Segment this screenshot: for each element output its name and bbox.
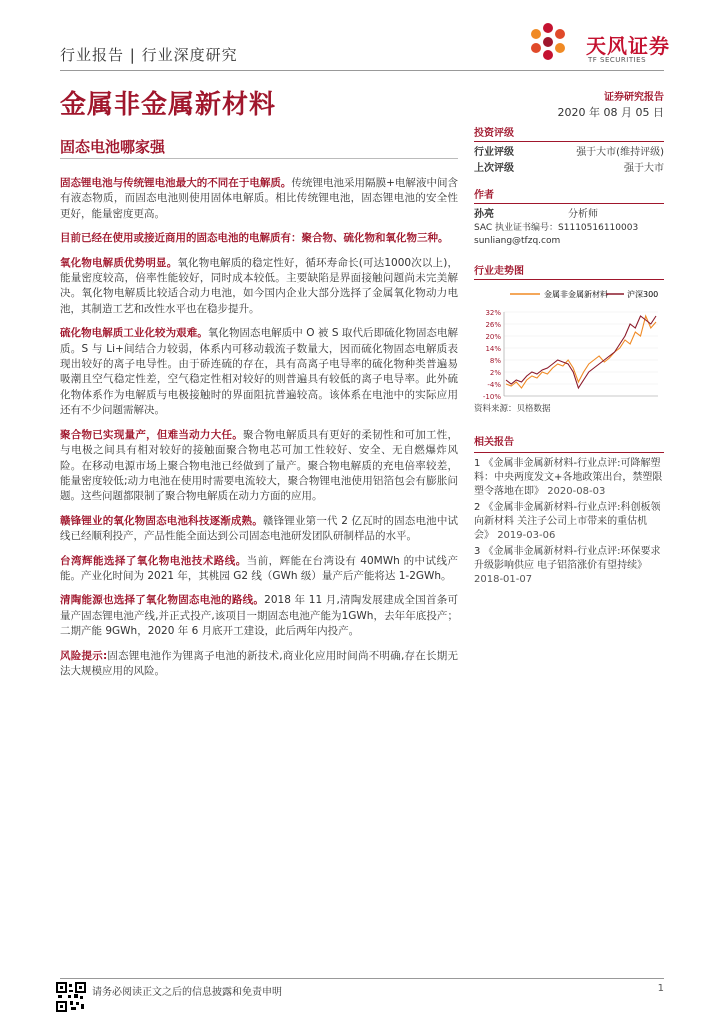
- y-tick-label: 2%: [489, 369, 501, 377]
- y-tick-label: 8%: [489, 357, 501, 365]
- related-report-title[interactable]: 3 《金属非金属新材料-行业点评:环保要求升级影响供应 电子铝箔涨价有望持续》: [474, 546, 661, 571]
- paragraph: [60, 593, 458, 639]
- paragraph-text: 传统锂电池采用隔膜+电解液中间含有液态物质，而固态电池则使用固体电解质。相比传统锂电池，固态锂电池的安全性更好，能量密度更高。: [60, 177, 458, 220]
- report-kind: 证券研究报告: [604, 92, 664, 103]
- author-heading: 作者: [474, 186, 664, 204]
- legend-series-2: 沪深300: [627, 290, 659, 299]
- x-tick-label: [501, 399, 530, 400]
- prev-rating-row: [474, 161, 664, 177]
- paragraph-lead: 台湾辉能选择了氧化物电池技术路线。: [60, 554, 247, 567]
- author-role: 分析师: [568, 209, 598, 220]
- footer-disclaimer: 请务必阅读正文之后的信息披露和免责申明: [92, 987, 282, 998]
- paragraph-lead: 目前已经在使用或接近商用的固态电池的电解质有：聚合物、硫化物和氧化物三种。: [60, 232, 449, 245]
- paragraph-lead: 风险提示:: [60, 649, 108, 662]
- y-tick-label: 26%: [485, 321, 501, 329]
- paragraph-lead: 硫化物电解质工业化较为艰难。: [60, 327, 208, 340]
- paragraph-lead: 清陶能源也选择了氧化物固态电池的路线。: [60, 594, 265, 607]
- prev-rating-label: 上次评级: [474, 163, 514, 174]
- paragraph: [60, 554, 458, 585]
- industry-rating-row: [474, 145, 664, 161]
- paragraph: [60, 256, 458, 318]
- author-name: 孙亮: [474, 209, 494, 220]
- x-tick-label: [609, 399, 639, 400]
- related-report-date: 2019-03-06: [497, 530, 556, 541]
- paragraph: [60, 326, 458, 418]
- x-tick-label: [559, 399, 588, 400]
- author-sac: SAC 执业证书编号：S1110516110003: [474, 223, 639, 233]
- author-row: [474, 208, 664, 222]
- report-date: 2020 年 08 月 05 日: [557, 106, 664, 119]
- paragraph-lead: 氧化物电解质优势明显。: [60, 256, 178, 269]
- paragraph: [60, 514, 458, 545]
- paragraph-text: 2018 年 11 月,清陶发展建成全国首条可量产固态锂电池产线,并正式投产,该项目一期固态电池产能为1GWh，去年年底投产；二期产能 9GWh，2020 年 6 月底开工建设，此后两年内投产。: [60, 594, 459, 638]
- paragraph: [60, 649, 458, 680]
- related-report-title[interactable]: 1 《金属非金属新材料-行业点评:可降解塑料：中央两度发文+各地政策出台，禁塑限塑令落地在即》: [474, 458, 663, 497]
- qr-code-icon: [56, 982, 86, 1012]
- related-reports-section: [474, 436, 664, 589]
- related-report-item[interactable]: [474, 501, 664, 543]
- author-section: [474, 186, 664, 248]
- rating-section: [474, 124, 664, 177]
- related-report-item[interactable]: [474, 457, 664, 499]
- logo-text-en: TF SECURITIES: [588, 56, 647, 64]
- report-type: 行业报告 | 行业深度研究: [60, 46, 238, 64]
- page-title: 金属非金属新材料: [60, 90, 277, 120]
- footer-divider: [60, 978, 664, 979]
- report-subtitle: 固态电池哪家强: [60, 138, 166, 156]
- paragraph-lead: 固态锂电池与传统锂电池最大的不同在于电解质。: [60, 177, 292, 189]
- y-tick-label: 20%: [485, 333, 501, 341]
- paragraph-text: 氧化物固态电解质中 O 被 S 取代后即硫化物固态电解质。S 与 Li+间结合力较弱，体系内可移动载流子数量大，因而硫化物固态电解质表现出较好的离子电导性。由于硚连硫的存在，具有高离子电导率的硫化物种类普遍易吸潮且空气稳定性差，空气稳定性相对较好的则普遍具有较低的离子电导率。此外硫化物体系作为电解质与电极接触时的界面阻抗普遍较高。该体系在电池中的实际应用还有不少问题需解决。: [60, 327, 459, 417]
- y-tick-label: 14%: [485, 345, 501, 353]
- paragraph-text: 赣锋锂业第一代 2 亿瓦时的固态电池中试线已经顺利投产，产品性能全面达到公司固态电池研发团队研制样品的水平。: [60, 514, 459, 543]
- y-tick-label: 32%: [485, 309, 501, 317]
- industry-rating-label: 行业评级: [474, 147, 514, 158]
- paragraph-lead: 赣锋锂业的氧化物固态电池科技逐渐成熟。: [60, 514, 263, 527]
- related-heading: 相关报告: [474, 436, 664, 453]
- trend-chart: [474, 282, 664, 400]
- industry-rating-value: 强于大市(维持评级): [576, 147, 664, 158]
- page-number: 1: [657, 983, 664, 994]
- related-list: [474, 457, 664, 587]
- rating-heading: 投资评级: [474, 124, 664, 142]
- paragraph-text: 固态锂电池作为锂离子电池的新技术,商业化应用时间尚不明确,存在长期无法大规模应用的风险。: [60, 649, 458, 677]
- paragraph: [60, 231, 458, 246]
- related-report-title[interactable]: 2 《金属非金属新材料-行业点评:科创板领向新材料 关注子公司上市带来的重估机会》: [474, 502, 661, 541]
- related-report-date: 2020-08-03: [547, 486, 606, 497]
- paragraph-text: 聚合物电解质具有更好的柔韧性和可加工性，与电极之间具有相对较好的接触面聚合物电芯可加工性较好、安全、无自燃爆炸风险。在移动电源市场上聚合物电池已经做到了量产。聚合物电解质的充电倍率较差，能量密度较低;动力电池在使用时需要电流较大，聚合物锂电池使用铝箔包会有膨胀问题。这些问题都限制了聚合物电解质在动力方面的应用。: [60, 428, 459, 503]
- y-tick-label: -10%: [482, 393, 501, 400]
- chart-title: 行业走势图: [474, 262, 664, 280]
- prev-rating-value: 强于大市: [624, 163, 664, 174]
- paragraph-text: 当前，辉能在台湾设有 40MWh 的中试线产能。产业化时间为 2021 年，其桃园 G2 线（GWh 级）量产后产能将达 1-2GWh。: [60, 554, 458, 582]
- legend-series-1: 金属非金属新材料: [544, 290, 608, 299]
- paragraph-lead: 聚合物已实现量产，但难当动力大任。: [60, 428, 243, 441]
- related-report-date: 2018-01-07: [474, 574, 533, 585]
- report-body: [60, 176, 458, 688]
- related-report-item[interactable]: [474, 545, 664, 587]
- paragraph: [60, 176, 458, 222]
- author-email[interactable]: sunliang@tfzq.com: [474, 236, 561, 246]
- paragraph-text: 氧化物电解质的稳定性好，循环寿命长(可达1000次以上)，能量密度较高，倍率性能较好，同时成本较低。主要缺陷是界面接触问题尚未完美解决。氧化物电解质比较适合动力电池，如今国内企业大部分选择了金属氧化物动力电池，其制造工艺和改性水平也在稳步提升。: [60, 256, 458, 315]
- paragraph: [60, 428, 458, 505]
- chart-source: 资料来源：贝格数据: [474, 404, 551, 414]
- y-tick-label: -4%: [487, 381, 501, 389]
- logo-text-cn: 天风证券: [586, 34, 670, 58]
- trend-chart-section: [474, 262, 664, 414]
- subtitle-divider: [60, 158, 458, 159]
